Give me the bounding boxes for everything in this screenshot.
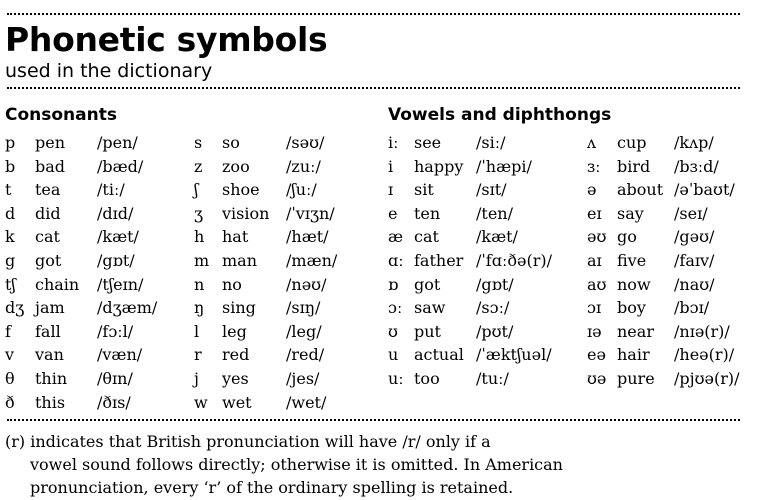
transcription: /wet/ xyxy=(286,392,327,412)
example-word: cup xyxy=(617,133,647,152)
example-word: leg xyxy=(222,321,247,341)
page-title: Phonetic symbols xyxy=(5,20,328,59)
phonetic-symbol: ɜː xyxy=(587,156,601,176)
example-word: too xyxy=(414,368,440,388)
example-word: red xyxy=(222,345,250,365)
transcription: /kæt/ xyxy=(476,227,518,247)
phonetic-symbol: eɪ xyxy=(587,203,602,223)
phonetic-symbol: ɔɪ xyxy=(587,298,602,318)
transcription: /pʊt/ xyxy=(476,321,514,341)
example-word: wet xyxy=(222,392,252,412)
dotted-divider-middle xyxy=(7,87,740,89)
transcription: /ðɪs/ xyxy=(97,392,131,412)
example-word: pen xyxy=(35,133,66,152)
phonetic-symbol: ʊə xyxy=(587,368,607,388)
phonetic-symbol: s xyxy=(194,133,203,152)
page-subtitle: used in the dictionary xyxy=(5,60,213,82)
transcription: /ˈhæpi/ xyxy=(476,156,532,176)
transcription: /faɪv/ xyxy=(674,250,715,270)
example-word: fall xyxy=(35,321,61,341)
phonetic-symbol: t xyxy=(5,180,12,200)
footnote xyxy=(5,430,745,499)
phonetic-symbol: r xyxy=(194,345,202,365)
transcription: /pjʊə(r)/ xyxy=(674,368,740,388)
example-word: van xyxy=(35,345,64,365)
transcription: /sɔː/ xyxy=(476,298,510,318)
phonetic-symbol: iː xyxy=(388,133,399,152)
transcription: /səʊ/ xyxy=(286,133,325,152)
example-word: sing xyxy=(222,298,256,318)
transcription: /tʃeɪn/ xyxy=(97,274,144,294)
footnote-line: vowel sound follows directly; otherwise it is omitted. In American xyxy=(30,455,563,474)
phonetic-symbol: i xyxy=(388,156,394,176)
phonetic-symbol: eə xyxy=(587,345,606,365)
phonetic-symbol: ɪ xyxy=(388,180,394,200)
phonetic-symbol: ʃ xyxy=(194,180,199,200)
phonetic-symbol: m xyxy=(194,250,210,270)
transcription: /seɪ/ xyxy=(674,203,708,223)
phonetic-symbol: ɪə xyxy=(587,321,602,341)
phonetic-symbol: p xyxy=(5,133,16,152)
phonetic-symbol: w xyxy=(194,392,208,412)
transcription: /siː/ xyxy=(476,133,506,152)
example-word: hair xyxy=(617,345,650,365)
transcription: /ˈfɑːðə(r)/ xyxy=(476,250,552,270)
example-word: put xyxy=(414,321,441,341)
phonetic-symbol: k xyxy=(5,227,15,247)
transcription: /kʌp/ xyxy=(674,133,714,152)
example-word: vision xyxy=(222,203,270,223)
phonetic-symbol: θ xyxy=(5,368,15,388)
phonetic-symbol: l xyxy=(194,321,200,341)
transcription: /heə(r)/ xyxy=(674,345,735,365)
transcription: /fɔːl/ xyxy=(97,321,134,341)
phonetic-symbol: ʊ xyxy=(388,321,398,341)
transcription: /bɔɪ/ xyxy=(674,298,710,318)
transcription: /mæn/ xyxy=(286,250,338,270)
phonetic-symbol: aɪ xyxy=(587,250,602,270)
example-word: ten xyxy=(414,203,441,223)
consonants-heading: Consonants xyxy=(5,105,117,125)
transcription: /naʊ/ xyxy=(674,274,715,294)
transcription: /pen/ xyxy=(97,133,138,152)
footnote-line: pronunciation, every ‘r’ of the ordinary spelling is retained. xyxy=(30,478,514,497)
transcription: /sɪt/ xyxy=(476,180,507,200)
transcription: /tiː/ xyxy=(97,180,125,200)
phonetic-symbol: ʌ xyxy=(587,133,597,152)
example-word: near xyxy=(617,321,654,341)
example-word: bad xyxy=(35,156,66,176)
vowels-heading: Vowels and diphthongs xyxy=(388,105,612,125)
example-word: hat xyxy=(222,227,249,247)
transcription: /dʒæm/ xyxy=(97,298,158,318)
example-word: so xyxy=(222,133,240,152)
phonetic-symbol: ɑː xyxy=(388,250,404,270)
example-word: shoe xyxy=(222,180,260,200)
phonetic-symbol: ʒ xyxy=(194,203,204,223)
transcription: /bɜːd/ xyxy=(674,156,719,176)
transcription: /zuː/ xyxy=(286,156,321,176)
example-word: sit xyxy=(414,180,434,200)
transcription: /væn/ xyxy=(97,345,143,365)
example-word: man xyxy=(222,250,258,270)
example-word: bird xyxy=(617,156,651,176)
example-word: boy xyxy=(617,298,646,318)
example-word: thin xyxy=(35,368,68,388)
phonetic-symbol: əʊ xyxy=(587,227,607,247)
transcription: /ˈvɪʒn/ xyxy=(286,203,335,223)
example-word: yes xyxy=(222,368,249,388)
transcription: /sɪŋ/ xyxy=(286,298,321,318)
transcription: /ˈæktʃuəl/ xyxy=(476,345,552,365)
example-word: chain xyxy=(35,274,80,294)
phonetic-symbol: b xyxy=(5,156,16,176)
example-word: this xyxy=(35,392,66,412)
phonetic-symbol: d xyxy=(5,203,16,223)
example-word: say xyxy=(617,203,644,223)
transcription: /θɪn/ xyxy=(97,368,133,388)
phonetic-symbol: ə xyxy=(587,180,597,200)
phonetic-symbol: n xyxy=(194,274,205,294)
transcription: /dɪd/ xyxy=(97,203,134,223)
example-word: father xyxy=(414,250,464,270)
phonetic-symbol: e xyxy=(388,203,398,223)
example-word: go xyxy=(617,227,637,247)
transcription: /red/ xyxy=(286,345,325,365)
phonetic-symbol: ð xyxy=(5,392,15,412)
example-word: pure xyxy=(617,368,655,388)
transcription: /gɒt/ xyxy=(97,250,135,270)
phonetic-symbol: ɔː xyxy=(388,298,403,318)
example-word: got xyxy=(414,274,441,294)
transcription: /kæt/ xyxy=(97,227,139,247)
transcription: /gəʊ/ xyxy=(674,227,715,247)
transcription: /leg/ xyxy=(286,321,322,341)
transcription: /nəʊ/ xyxy=(286,274,327,294)
example-word: zoo xyxy=(222,156,250,176)
footnote-line: (r) indicates that British pronunciation will have /r/ only if a xyxy=(5,432,491,451)
transcription: /tuː/ xyxy=(476,368,509,388)
example-word: see xyxy=(414,133,442,152)
dotted-divider-bottom xyxy=(7,419,740,421)
example-word: happy xyxy=(414,156,464,176)
phonetic-symbol: ŋ xyxy=(194,298,205,318)
phonetic-symbol: uː xyxy=(388,368,404,388)
example-word: cat xyxy=(35,227,60,247)
example-word: no xyxy=(222,274,242,294)
example-word: tea xyxy=(35,180,61,200)
example-word: about xyxy=(617,180,664,200)
example-word: got xyxy=(35,250,62,270)
transcription: /gɒt/ xyxy=(476,274,514,294)
phonetic-symbol: j xyxy=(194,368,199,388)
phonetic-symbol: dʒ xyxy=(5,298,25,318)
example-word: now xyxy=(617,274,651,294)
transcription: /nɪə(r)/ xyxy=(674,321,730,341)
phonetic-symbol: g xyxy=(5,250,16,270)
transcription: /əˈbaʊt/ xyxy=(674,180,735,200)
phonetic-symbol: tʃ xyxy=(5,274,16,294)
transcription: /ten/ xyxy=(476,203,513,223)
transcription: /hæt/ xyxy=(286,227,329,247)
dotted-divider-top xyxy=(7,13,740,15)
phonetic-symbol: h xyxy=(194,227,205,247)
transcription: /jes/ xyxy=(286,368,320,388)
phonetic-symbol: æ xyxy=(388,227,404,247)
phonetic-symbol: u xyxy=(388,345,399,365)
transcription: /bæd/ xyxy=(97,156,144,176)
example-word: jam xyxy=(35,298,65,318)
phonetic-symbol: aʊ xyxy=(587,274,607,294)
example-word: saw xyxy=(414,298,446,318)
transcription: /ʃuː/ xyxy=(286,180,317,200)
example-word: actual xyxy=(414,345,464,365)
phonetic-symbol: f xyxy=(5,321,11,341)
example-word: did xyxy=(35,203,61,223)
example-word: cat xyxy=(414,227,439,247)
phonetic-symbol: z xyxy=(194,156,203,176)
example-word: five xyxy=(617,250,647,270)
phonetic-symbol: ɒ xyxy=(388,274,399,294)
phonetic-symbol: v xyxy=(5,345,15,365)
